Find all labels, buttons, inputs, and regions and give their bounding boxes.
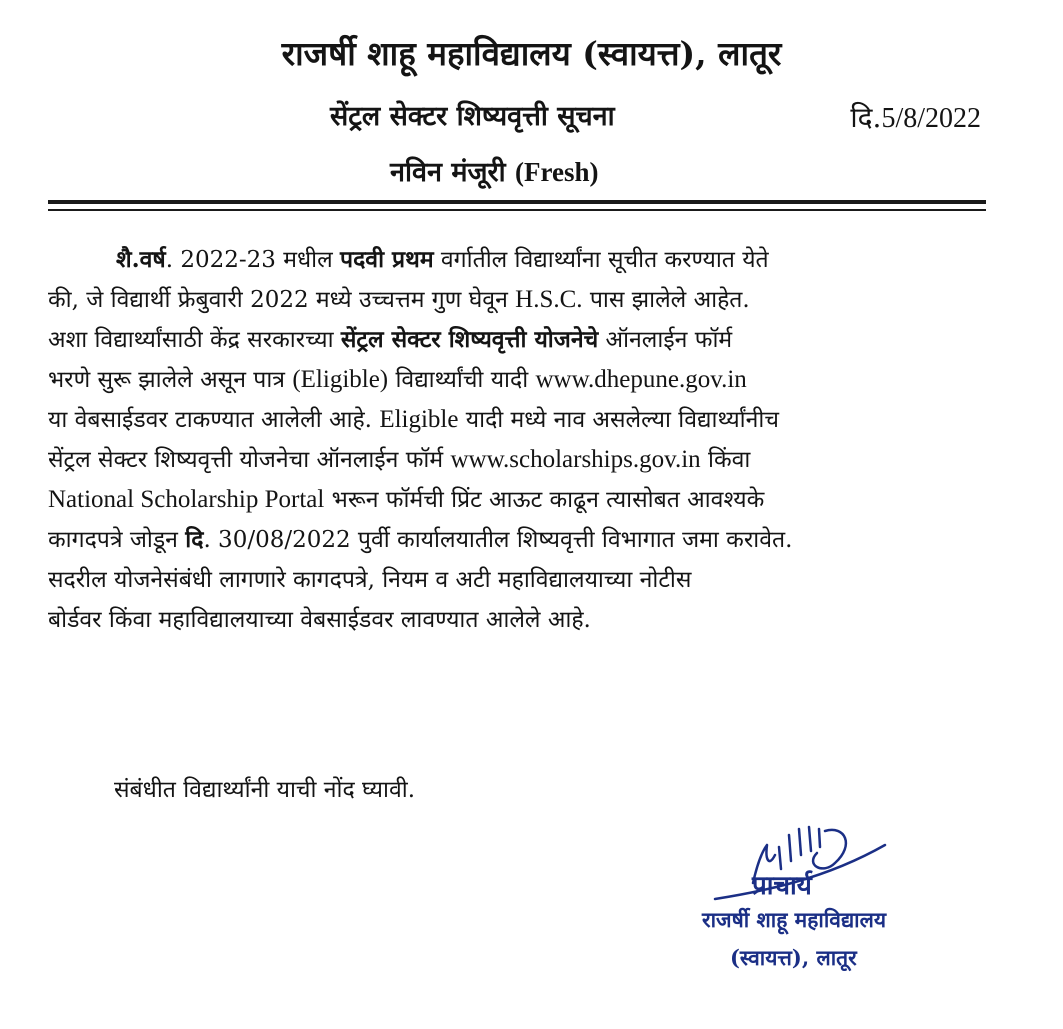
stamp-college-name: राजर्षी शाहू महाविद्यालय xyxy=(702,907,887,932)
body-line xyxy=(48,360,986,400)
date-prefix: दि. xyxy=(850,101,882,134)
body-text: पास झालेले आहेत. xyxy=(582,287,750,313)
scholarship-website-link[interactable]: www.scholarships.gov.in xyxy=(450,446,701,473)
body-text: सेंट्रल सेक्टर शिष्यवृत्ती योजनेचा ऑनलाईन फॉर्म xyxy=(48,447,451,473)
body-text: भरून फॉर्मची प्रिंट आऊट काढून त्यासोबत आवश्यके xyxy=(324,487,765,513)
principal-designation: प्राचार्य xyxy=(752,871,812,901)
body-text: भरणे सुरू झालेले असून पात्र xyxy=(48,367,293,393)
body-line xyxy=(48,280,986,320)
body-text: कागदपत्रे जोडून xyxy=(48,527,186,553)
notice-date xyxy=(850,98,981,136)
body-line: बोर्डवर किंवा महाविद्यालयाच्या वेबसाईडवर लावण्यात आलेले आहे. xyxy=(48,607,591,633)
body-line xyxy=(48,440,986,480)
scheme-name: सेंट्रल सेक्टर शिष्यवृत्ती योजनेचे xyxy=(340,326,599,353)
body-text-latin: H.S.C. xyxy=(515,286,583,313)
date-value: 5/8/2022 xyxy=(881,103,981,134)
body-text: यादी मध्ये नाव असलेल्या विद्यार्थ्यांनीच xyxy=(458,407,779,433)
body-text-latin: (Eligible) xyxy=(292,366,389,393)
approval-type xyxy=(390,152,598,189)
degree-first-year: पदवी प्रथम xyxy=(340,246,434,273)
signature-stroke xyxy=(789,835,791,861)
body-text: . 2022-23 मधील xyxy=(165,247,340,273)
body-line xyxy=(48,320,986,360)
portal-name: National Scholarship Portal xyxy=(48,486,325,513)
dhe-website-link[interactable]: www.dhepune.gov.in xyxy=(535,366,747,393)
college-name: राजर्षी शाहू महाविद्यालय (स्वायत्त), लातूर xyxy=(281,34,782,73)
stamp-college-location: (स्वायत्त), लातूर xyxy=(730,945,857,970)
deadline-prefix: दि xyxy=(185,526,204,553)
notice-body xyxy=(48,240,986,640)
body-text: वर्गातील विद्यार्थ्यांना सूचीत करण्यात येते xyxy=(433,247,769,273)
signature-stroke xyxy=(813,830,846,869)
signature-stroke xyxy=(799,829,801,855)
signature-stroke xyxy=(809,827,811,851)
body-text: किंवा xyxy=(700,447,751,473)
deadline-text: . 30/08/2022 पुर्वी कार्यालयातील शिष्यवृत्ती विभागात जमा करावेत. xyxy=(203,527,793,553)
body-line: सदरील योजनेसंबंधी लागणारे कागदपत्रे, नियम व अटी महाविद्यालयाच्या नोटीस xyxy=(48,567,692,593)
closing-note: संबंधीत विद्यार्थ्यांनी याची नोंद घ्यावी. xyxy=(114,777,416,803)
body-text: या वेबसाईडवर टाकण्यात आलेली आहे. xyxy=(48,407,380,433)
header-divider-thin xyxy=(48,209,986,211)
approval-type-mr: नविन मंजूरी xyxy=(390,157,506,188)
body-text: ऑनलाईन फॉर्म xyxy=(598,327,733,353)
body-line xyxy=(48,520,986,560)
signature-stroke xyxy=(819,829,820,847)
body-text: की, जे विद्यार्थी फ्रेबुवारी 2022 मध्ये उच्चत्तम गुण घेवून xyxy=(48,287,516,313)
body-text-latin: Eligible xyxy=(379,406,459,433)
header-divider-thick xyxy=(48,200,986,204)
body-text: विद्यार्थ्यांची यादी xyxy=(388,367,536,393)
notice-title: सेंट्रल सेक्टर शिष्यवृत्ती सूचना xyxy=(330,101,615,132)
body-line xyxy=(48,400,986,440)
body-line xyxy=(48,480,986,520)
body-text: अशा विद्यार्थ्यांसाठी केंद्र सरकारच्या xyxy=(48,327,341,353)
approval-type-en: (Fresh) xyxy=(515,157,599,187)
academic-year-label: शै.वर्ष xyxy=(116,246,166,273)
body-line xyxy=(48,240,986,280)
